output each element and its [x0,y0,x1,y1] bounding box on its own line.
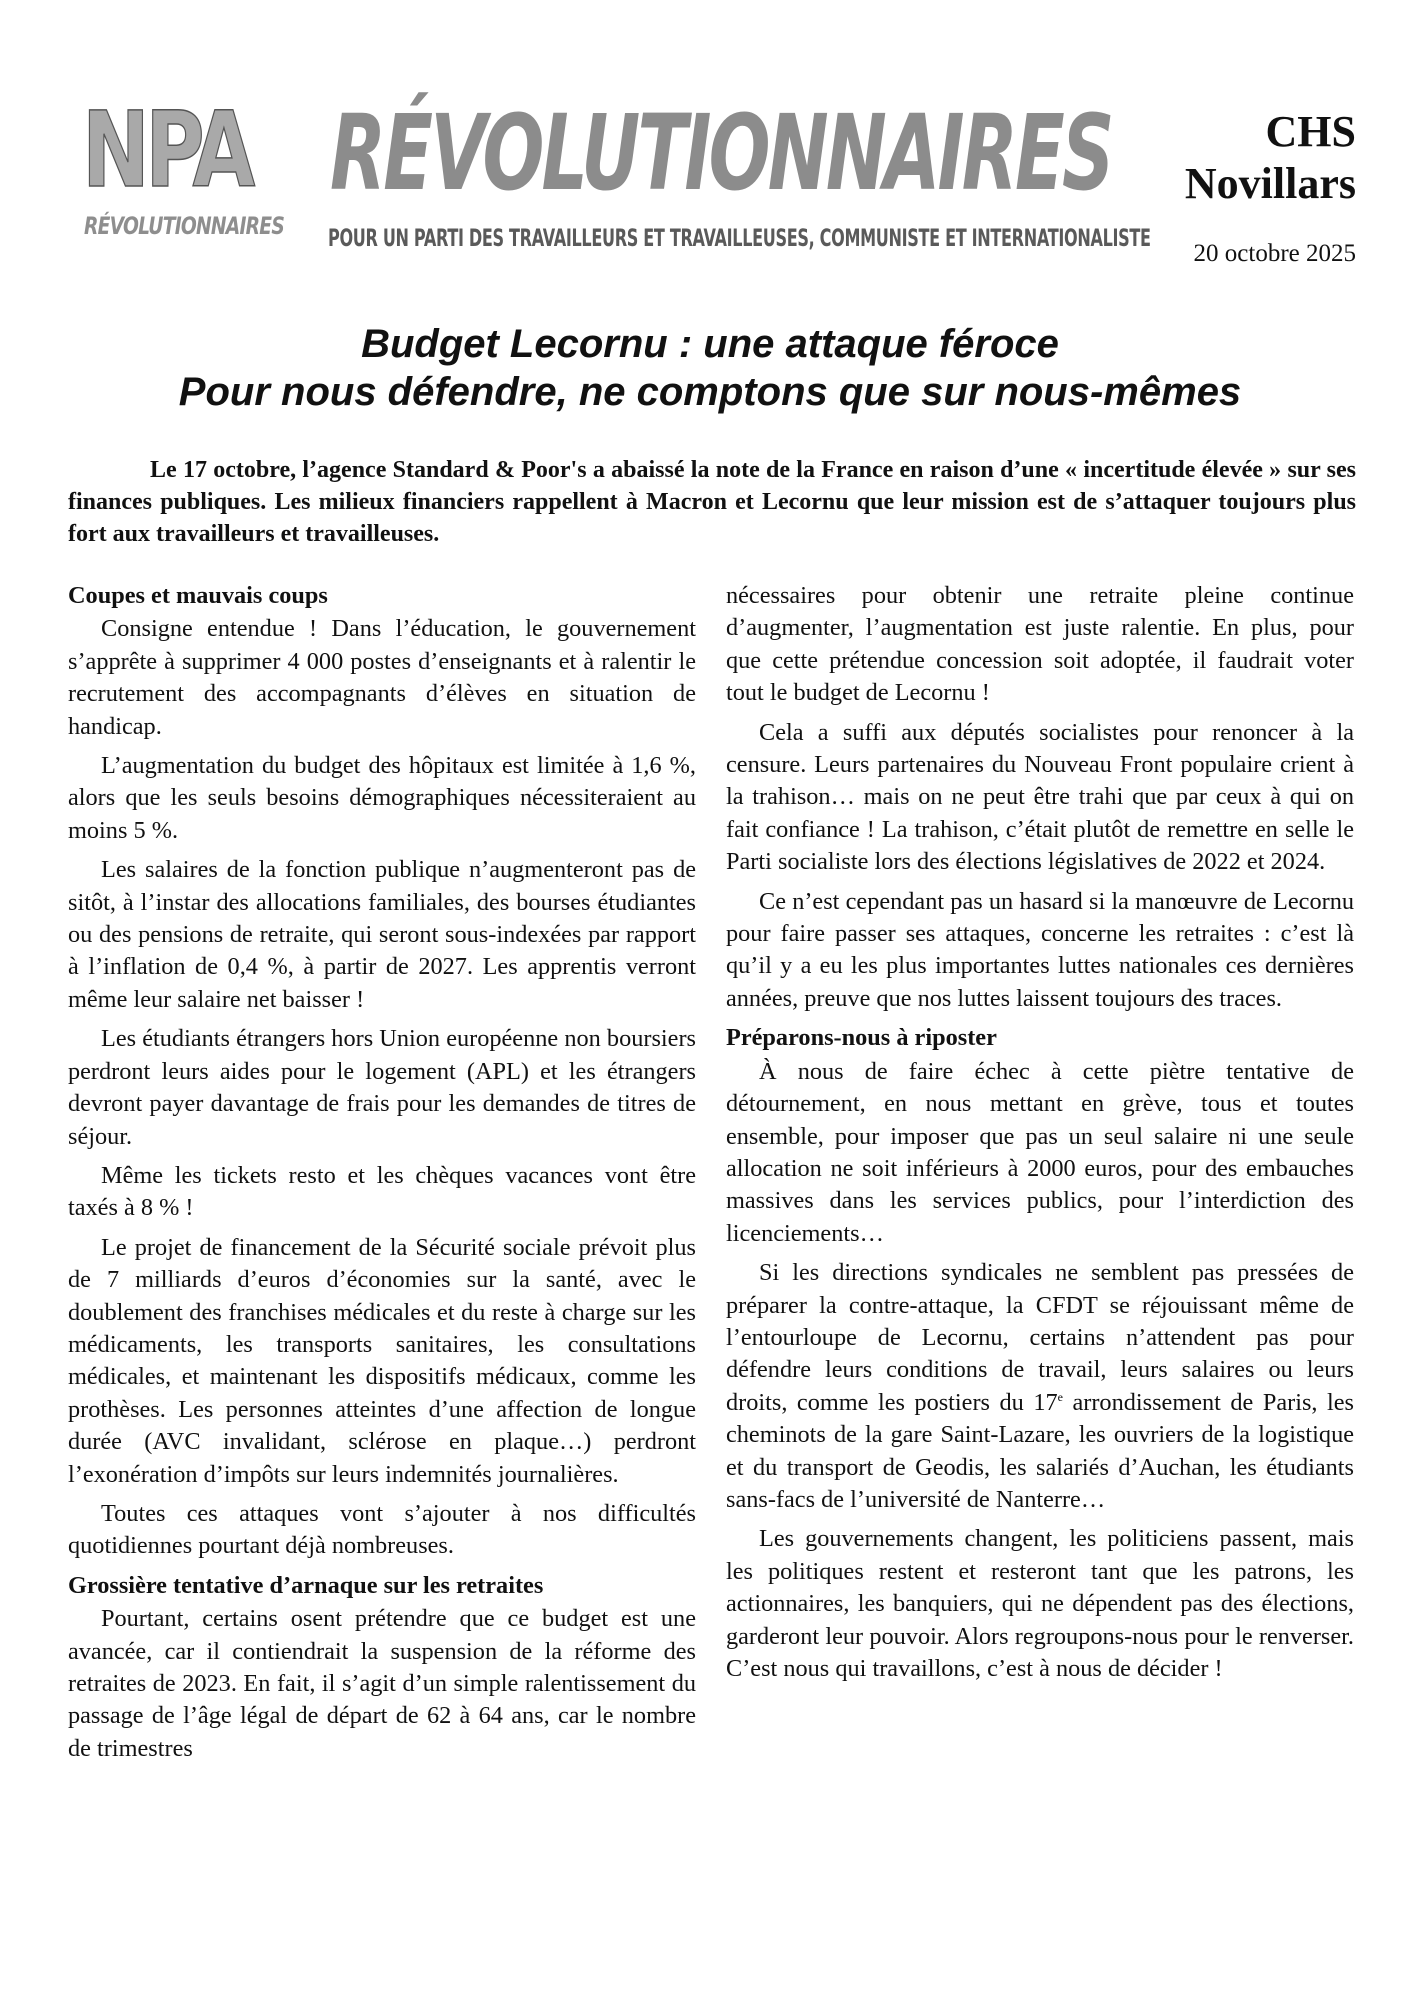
paragraph: À nous de faire échec à cette piètre tentative de détournement, en nous mettant en grève, tous et toutes ensemble, pour imposer que pas un seul salaire ni une seule allocation ne soit inférieurs à 2000 euros, pour des embauches massives dans les services publics, pour l’interdiction des licenciements… [726,1057,1354,1247]
paragraph: Les salaires de la fonction publique n’augmenteront pas de sitôt, à l’instar des allocations familiales, des bourses étudiantes ou des pensions de retraite, qui seront sous-indexées par rapport à l’inflation de 0,4 %, à partir de 2027. Les apprentis verront même leur salaire net baisser ! [68,856,696,1013]
publication-logo-title: RÉVOLUTIONNAIRES [330,92,1112,214]
npa-logo: NPA [82,89,251,211]
paragraph: Le projet de financement de la Sécurité sociale prévoit plus de 7 milliards d’euros d’économies sur la santé, avec le doublement des franchises médicales et du reste à charge sur les médicaments, les transports sanitaires, les consultations médicales, et maintenant les dispositifs médicaux, comme les prothèses. Les personnes atteintes d’une affection de longue durée (AVC invalidant, sclérose en plaque…) perdront l’exonération d’impôts sur leurs indemnités journalières. [68,1233,696,1488]
paragraph: L’augmentation du budget des hôpitaux est limitée à 1,6 %, alors que les seuls besoins démographiques nécessiteraient au moins 5 %. [68,752,696,844]
headline [60,320,1360,416]
left-column [68,580,696,1772]
paragraph: Les gouvernements changent, les politiciens passent, mais les politiques restent et resteront tant que les patrons, les actionnaires, les banquiers, qui ne dépendent pas des élections, garderont leur pouvoir. Alors regroupons-nous pour le renverser. C’est nous qui travaillons, c’est à nous de décider ! [726,1525,1354,1682]
section-heading: Grossière tentative d’arnaque sur les retraites [68,1571,544,1599]
site-name-line2: Novillars [1184,159,1356,208]
publication-tagline: POUR UN PARTI DES TRAVAILLEURS ET TRAVAILLEUSES, COMMUNISTE ET INTERNATIONALISTE [328,224,1151,252]
lede-paragraph: Le 17 octobre, l’agence Standard & Poor's a abaissé la note de la France en raison d’une « incertitude élevée » sur ses finances publiques. Les milieux financiers rappellent à Macron et Lecornu que leur mission est de s’attaquer toujours plus fort aux travailleurs et travailleuses. [68,457,1356,547]
paragraph: Même les tickets resto et les chèques vacances vont être taxés à 8 % ! [68,1161,696,1222]
issue-date: 20 octobre 2025 [1193,240,1356,267]
paragraph: Consigne entendue ! Dans l’éducation, le gouvernement s’apprête à supprimer 4 000 postes d’enseignants et à ralentir le recrutement des accompagnants d’élèves en situation de handicap. [68,615,696,740]
paragraph: Les étudiants étrangers hors Union européenne non boursiers perdront leurs aides pour le logement (APL) et les étrangers devront payer davantage de frais pour les demandes de titres de séjour. [68,1025,696,1150]
paragraph: Cela a suffi aux députés socialistes pour renoncer à la censure. Leurs partenaires du Nouveau Front populaire crient à la trahison… mais on ne peut être trahi que par ceux à qui on fait confiance ! La trahison, c’était plutôt de remettre en selle le Parti socialiste lors des élections législatives de 2022 et 2024. [726,718,1354,876]
paragraph-text: Si les directions syndicales ne semblent pas pressées de préparer la contre-attaque, la CFDT se réjouissant même de l’entourloupe de Lecornu, certains n’attendent pas pour défendre leurs conditions de travail, leurs salaires ou leurs droits, comme les postiers du 17 [726,1259,1354,1416]
paragraph: Ce n’est cependant pas un hasard si la manœuvre de Lecornu pour faire passer ses attaques, concerne les retraites : c’est là qu’il y a eu les plus importantes luttes nationales ces dernières années, preuve que nos luttes laissent toujours des traces. [726,887,1354,1012]
site-name [1185,106,1356,210]
paragraph-text: arrondissement de Paris, les cheminots de la gare Saint-Lazare, les ouvriers de la logistique et du transport de Geodis, les salariés d’Auchan, les étudiants sans-facs de l’université de Nanterre… [726,1388,1354,1513]
right-column [726,580,1354,1692]
ordinal-superscript: e [1057,1389,1063,1404]
npa-logo-subtitle: RÉVOLUTIONNAIRES [84,212,285,240]
paragraph [726,1257,1354,1516]
site-name-line1: CHS [1265,107,1356,156]
section-heading: Coupes et mauvais coups [68,582,328,609]
paragraph-continued: nécessaires pour obtenir une retraite pleine continue d’augmenter, l’augmentation est juste ralentie. En plus, pour que cette prétendue concession soit adoptée, il faudrait voter tout le budget de Lecornu ! [726,582,1354,707]
headline-line1: Budget Lecornu : une attaque féroce [361,322,1059,366]
section-heading: Préparons-nous à riposter [726,1024,997,1052]
headline-line2: Pour nous défendre, ne comptons que sur nous-mêmes [178,370,1242,414]
paragraph: Pourtant, certains osent prétendre que ce budget est une avancée, car il contiendrait la suspension de la réforme des retraites de 2023. En fait, il s’agit d’un simple ralentissement du passage de l’âge légal de départ de 62 à 64 ans, car le nombre de trimestres [68,1605,696,1762]
paragraph: Toutes ces attaques vont s’ajouter à nos difficultés quotidiennes pourtant déjà nombreuses. [68,1499,696,1560]
